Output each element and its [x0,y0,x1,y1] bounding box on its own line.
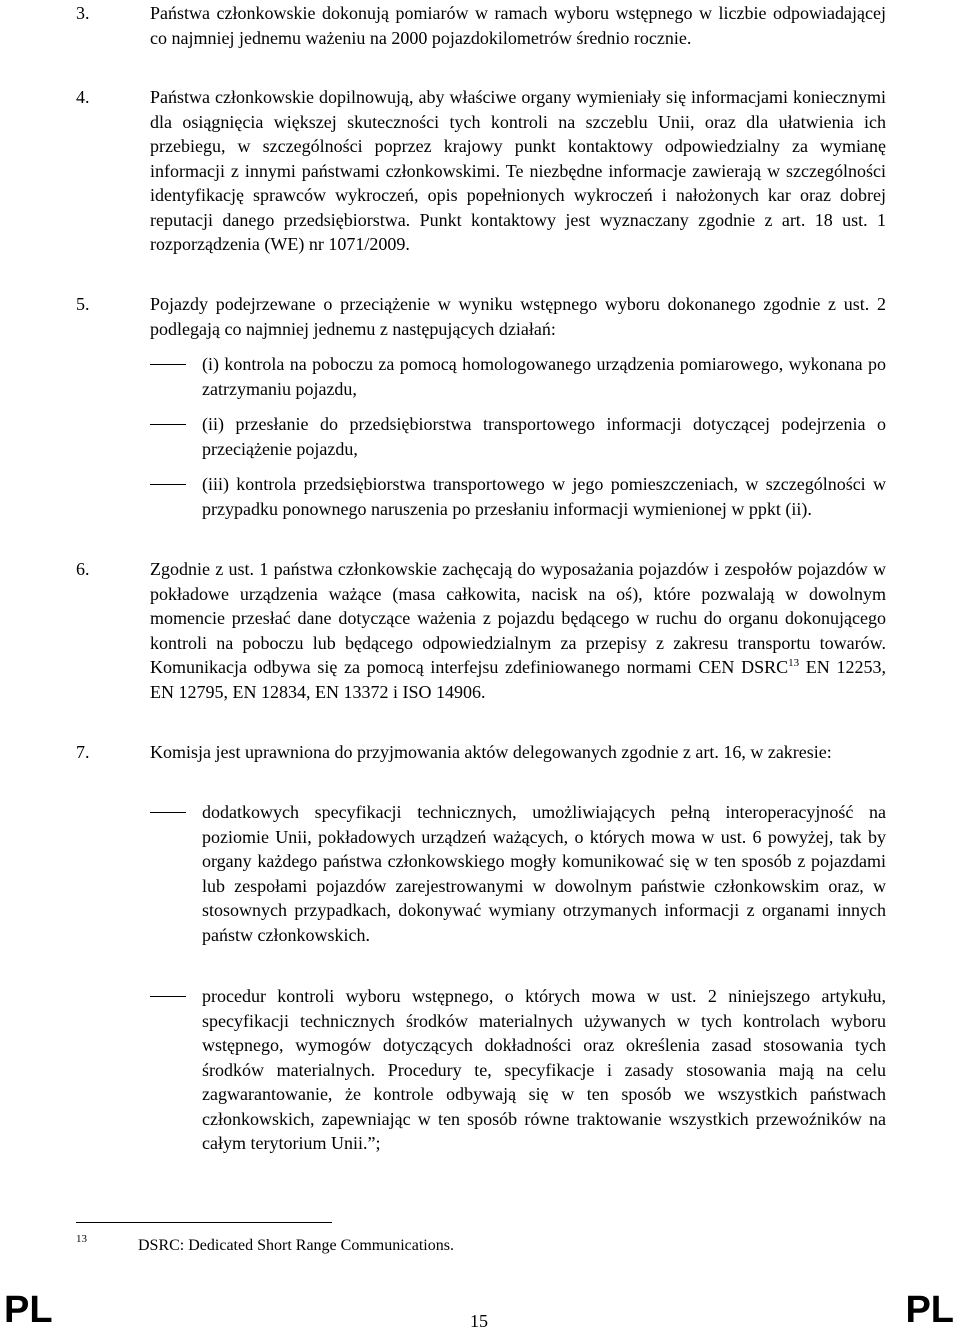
footnote-ref: 13 [788,657,800,669]
sub-item-text: (ii) przesłanie do przedsiębiorstwa transportowego informacji dotyczącej podejrzenia o przeciążenie pojazdu, [202,414,886,459]
sub-item-7-a [150,800,886,947]
list-item-4 [76,85,886,257]
list-item-5 [76,292,886,341]
item-text-part: Zgodnie z ust. 1 państwa członkowskie zachęcają do wyposażania pojazdów i zespołów pojazdów w pokładowe urządzenia ważące (masa całkowita, nacisk na oś), które pozwalają w dowolnym momencie przesłać dane dotyczące ważenia z pojazdu będącego w ruchu do organu dokonującego kontroli na poboczu lub będącego odpowiedzialnym za przepisy z zakresu transportu towarów. Komunikacja odbywa się za pomocą interfejsu zdefiniowanego normami CEN DSRC [150,559,886,677]
footnote-separator [76,1222,332,1223]
item-text: Pojazdy podejrzewane o przeciążenie w wyniku wstępnego wyboru dokonanego zgodnie z ust. 2 podlegają co najmniej jednemu z następujących działań: [150,294,886,339]
item-text: Państwa członkowskie dopilnowują, aby właściwe organy wymieniały się informacjami koniecznymi dla osiągnięcia większej skuteczności tych kontroli na szczeblu Unii, oraz dla ułatwienia ich przebiegu, w szczególności poprzez krajowy punkt kontaktowy odpowiedzialny za wymianę informacji z innymi państwami członkowskimi. Te niezbędne informacje zawierają w szczególności identyfikację sprawców wykroczeń, opis popełnionych wykroczeń i nałożonych kar oraz dobrej reputacji danego przedsiębiorstwa. Punkt kontaktowy jest wyznaczany zgodnie z art. 18 ust. 1 rozporządzenia (WE) nr 1071/2009. [150,87,886,254]
sub-item-5-ii [150,412,886,461]
list-item-3 [76,1,886,50]
dash-bullet [150,484,186,485]
sub-item-text: dodatkowych specyfikacji technicznych, umożliwiających pełną interoperacyjność na poziomie Unii, pokładowych urządzeń ważących, o których mowa w ust. 6 powyżej, tak by organy każdego państwa członkowskiego mogły komunikować się w ten sposób z pojazdami lub zespołami pojazdów zarejestrowanymi w dowolnym państwie członkowskim oraz, w stosownych przypadkach, dokonywać wymiany otrzymanych informacji z organami innych państw członkowskich. [202,802,886,945]
item-number: 4. [76,87,90,107]
item-number: 5. [76,294,90,314]
item-text [150,557,886,704]
item-text-part: EN 12253, EN 12795, EN 12834, EN 13372 i ISO 14906. [150,657,886,702]
item-number: 6. [76,559,90,579]
sub-item-7-b [150,984,886,1156]
list-item-6 [76,557,886,704]
footnote-number: 13 [76,1233,87,1245]
footnote-text: DSRC: Dedicated Short Range Communications. [138,1237,454,1254]
list-item-7 [76,740,886,765]
sub-item-text: (i) kontrola na poboczu za pomocą homologowanego urządzenia pomiarowego, wykonana po zatrzymaniu pojazdu, [202,354,886,399]
sub-item-text: (iii) kontrola przedsiębiorstwa transportowego w jego pomieszczeniach, w szczególności w przypadku ponownego naruszenia po przesłaniu informacji wymienionej w ppkt (ii). [202,474,886,519]
dash-bullet [150,996,186,997]
language-code-left: PL [4,1289,53,1331]
dash-bullet [150,424,186,425]
item-number: 3. [76,3,90,23]
language-code-right: PL [905,1289,954,1331]
sub-item-text: procedur kontroli wyboru wstępnego, o których mowa w ust. 2 niniejszego artykułu, specyfikacji technicznych środków materialnych używanych w tych kontrolach wyboru wstępnego, wymogów dotyczących dokładności oraz określenia zasad stosowania tych środków materialnych. Procedury te, specyfikacje i zasady stosowania mają na celu zagwarantowanie, że kontrole odbywają się w ten sposób we wszystkich państwach członkowskich, zapewniając w ten sposób równe traktowanie wszystkich przewoźników na całym terytorium Unii.”; [202,986,886,1153]
dash-bullet [150,364,186,365]
item-text: Komisja jest uprawniona do przyjmowania aktów delegowanych zgodnie z art. 16, w zakresie: [150,742,832,762]
page-number: 15 [470,1311,488,1331]
item-text: Państwa członkowskie dokonują pomiarów w ramach wyboru wstępnego w liczbie odpowiadającej co najmniej jednemu ważeniu na 2000 pojazdokilometrów średnio rocznie. [150,3,886,48]
sub-item-5-i [150,352,886,401]
dash-bullet [150,812,186,813]
item-number: 7. [76,742,90,762]
sub-item-5-iii [150,472,886,521]
